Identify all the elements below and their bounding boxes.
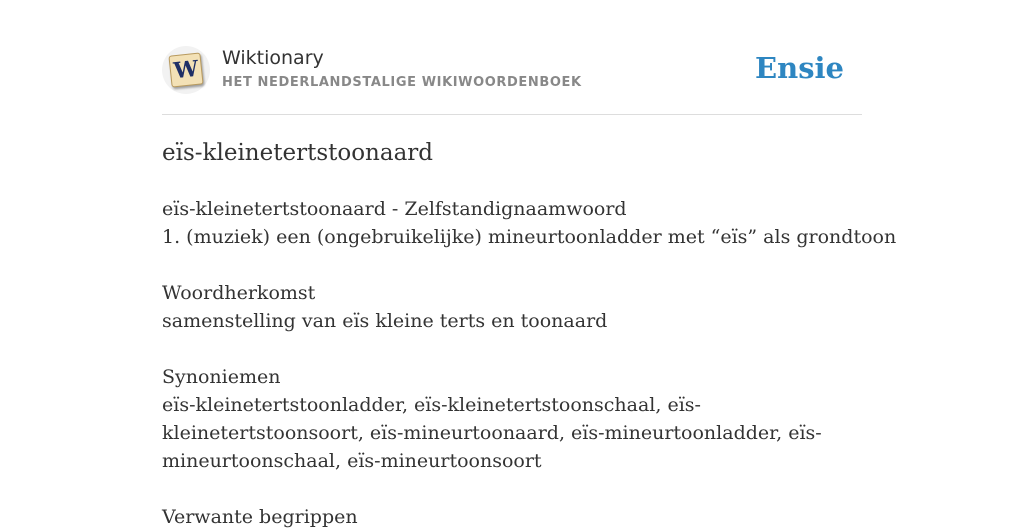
definition-section bbox=[162, 195, 897, 251]
ensie-brand-link[interactable]: Ensie bbox=[755, 51, 844, 85]
definition-text: 1. (muziek) een (ongebruikelijke) mineurtoonladder met “eïs” als grondtoon bbox=[162, 226, 897, 248]
etymology-text: samenstelling van eïs kleine terts en toonaard bbox=[162, 310, 608, 332]
wiktionary-logo[interactable] bbox=[162, 46, 210, 94]
spacer bbox=[162, 335, 852, 363]
related-section bbox=[162, 503, 852, 531]
site-name[interactable]: Wiktionary bbox=[222, 47, 324, 69]
synonyms-label: Synoniemen bbox=[162, 366, 281, 388]
page-title: eïs-kleinetertstoonaard bbox=[162, 140, 434, 166]
logo-letter-tile: W bbox=[168, 52, 203, 87]
spacer bbox=[162, 475, 852, 503]
entry-content bbox=[162, 134, 897, 531]
synonyms-text: eïs-kleinetertstoonladder, eïs-kleinetertstoonschaal, eïs-kleinetertstoonsoort, eïs-mineurtoonaard, eïs-mineurtoonladder, eïs-mineurtoonschaal, eïs-mineurtoonsoort bbox=[162, 394, 822, 472]
synonyms-section bbox=[162, 363, 852, 475]
site-header bbox=[162, 44, 862, 115]
site-subtitle: HET NEDERLANDSTALIGE WIKIWOORDENBOEK bbox=[222, 75, 582, 90]
etymology-section bbox=[162, 279, 852, 335]
related-label: Verwante begrippen bbox=[162, 506, 358, 528]
etymology-label: Woordherkomst bbox=[162, 282, 316, 304]
spacer bbox=[162, 251, 852, 279]
entry-heading-line: eïs-kleinetertstoonaard - Zelfstandignaamwoord bbox=[162, 198, 627, 220]
